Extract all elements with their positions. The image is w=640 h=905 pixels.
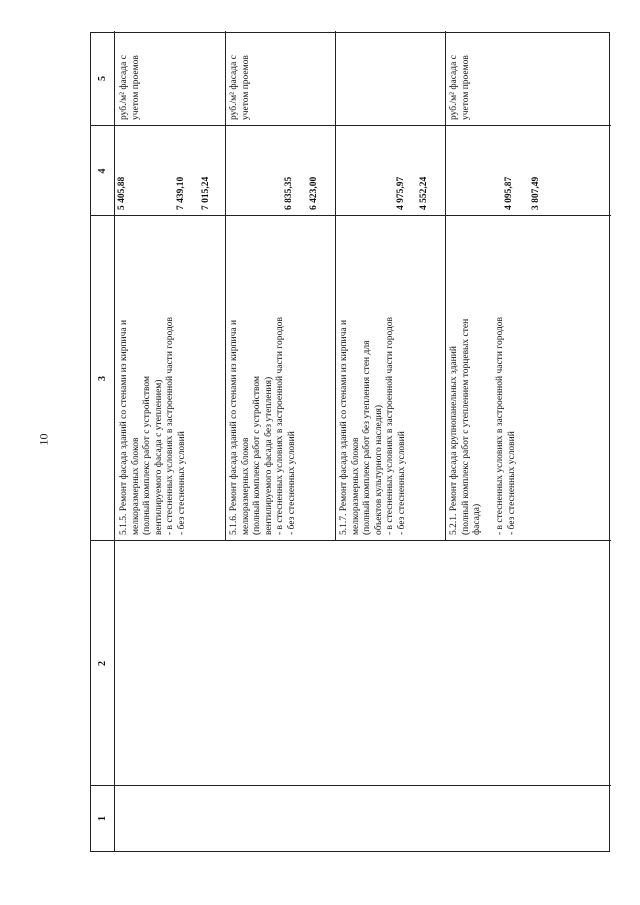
unit-cell [225,31,252,126]
unit-line: руб./м² фасада с [449,55,459,120]
value-crowded: 4 975,97 [396,176,406,210]
unit-line: руб./м² фасада с [119,55,129,120]
desc-line: - без стесненных условий [176,431,187,535]
desc-line: - в стесненных условиях в застроенной части городов [385,317,395,535]
unit-cell [445,31,472,126]
table-header [91,31,115,851]
unit-line: учетом проемов [130,55,141,120]
row-description [335,216,445,541]
value-crowded: 6 835,35 [284,176,294,210]
desc-line: - в стесненных условиях в застроенной части городов [495,317,505,535]
desc-line: (полный комплекс работ с утеплением торцевых стен [460,318,471,535]
desc-line: 5.1.5. Ремонт фасада зданий со стенами из кирпича и [119,319,129,535]
desc-line: 5.1.6. Ремонт фасада зданий со стенами из кирпича и [229,319,239,535]
price-table [90,32,610,852]
table-wrapper [90,32,610,852]
desc-line: объектов культурного наследия) [373,404,384,535]
desc-line: - в стесненных условиях в застроенной части городов [275,317,285,535]
desc-line: 5.2.1. Ремонт фасада крупнопанельных зданий [449,346,459,535]
desc-line: - без стесненных условий [286,431,297,535]
desc-line: мелкоразмерных блоков [130,437,141,535]
value-crowded: 4 095,87 [504,176,514,210]
desc-line: фасада) [472,503,482,535]
unit-line: учетом проемов [460,55,471,120]
desc-line: - без стесненных условий [506,431,517,535]
header-col-3: 3 [97,376,108,381]
row-description [445,216,611,541]
row-description [115,216,225,541]
unit-line: учетом проемов [240,55,251,120]
desc-line: (полный комплекс работ с устройством [142,376,152,535]
desc-line [484,220,496,535]
value-crowded: 7 439,10 [176,176,186,210]
desc-line: (полный комплекс работ без утепления стен для [362,340,372,535]
header-col-1: 1 [97,816,108,821]
desc-line: (полный комплекс работ с устройством [252,376,262,535]
page-number: 10 [36,433,51,446]
top-value: 5 405,88 [117,176,127,210]
value-normal: 3 807,49 [531,176,541,210]
header-col-2: 2 [97,661,108,666]
value-normal: 6 423,00 [309,176,319,210]
unit-line: руб./м² фасада с [229,55,239,120]
desc-line: 5.1.7. Ремонт фасада зданий со стенами из кирпича и [339,319,349,535]
value-normal: 4 552,24 [419,176,429,210]
header-col-5: 5 [97,76,108,81]
col-divider [91,785,611,786]
col-divider [91,215,115,216]
desc-line: вентилируемого фасада с утеплением) [153,379,164,535]
row-description [225,216,335,541]
desc-line: мелкоразмерных блоков [240,437,251,535]
desc-line: - без стесненных условий [396,431,407,535]
header-col-4: 4 [97,168,108,174]
desc-line: вентилируемого фасада без утепления) [263,376,274,535]
desc-line: мелкоразмерных блоков [350,437,361,535]
value-normal: 7 015,24 [201,176,211,210]
unit-cell [115,31,142,126]
desc-line: - в стесненных условиях в застроенной части городов [165,317,175,535]
